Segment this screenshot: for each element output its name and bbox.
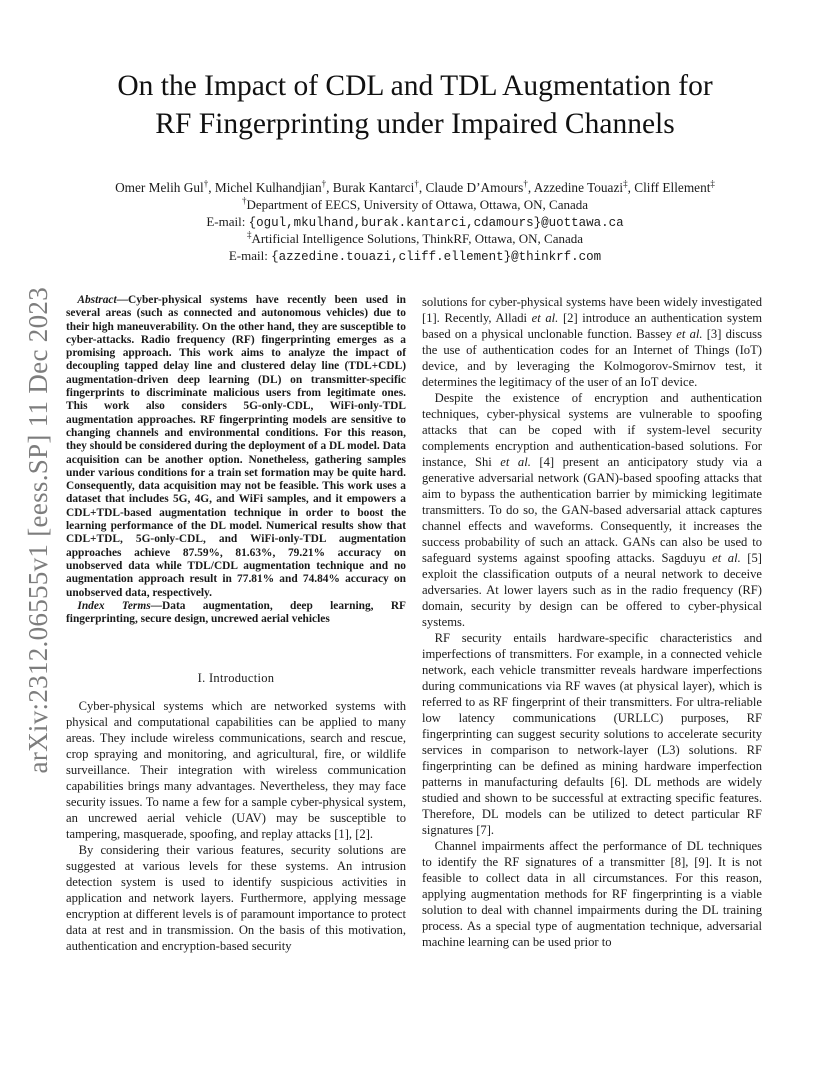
body-paragraph: RF security entails hardware-specific characteristics and imperfections of transmitters. For example, in a connected vehicle network, each vehicle transmitter reveals hardware imperfections during communications via RF waves (at physical layer), which is referred to as RF fingerprint of their transmitters. For ultra-reliable low latency communications (URLLC) purposes, RF fingerprinting can suggest security solutions to accelerate security services in comparison to network-layer (L3) solutions. RF fingerprinting can be defined as mining hardware imperfection patterns in manufacturing defaults [6]. DL methods are widely studied and shown to be successful at extracting specific features. Therefore, DL models can be utilized to detect particular RF signatures [7]. [422,631,762,837]
body-paragraph: Cyber-physical systems which are networked systems with physical and computational capabilities can be applied to many areas. They include wireless communications, search and rescue, crop spraying and monitoring, and agricultural, fire, or wildlife surveillance. Their integration with wireless communication capabilities brings many advantages. Nevertheless, they may face security issues. To name a few for a sample cyber-physical system, an uncrewed aerial vehicle (UAV) may be susceptible to tampering, masquerade, spoofing, and replay attacks [1], [2]. [66,699,406,841]
arxiv-side-stamp [10,282,66,778]
paper-title-line-2: RF Fingerprinting under Impaired Channels [155,108,675,140]
index-terms-paragraph [66,600,406,627]
right-body-text [422,294,762,950]
body-paragraph: solutions for cyber-physical systems have been widely investigated [1]. Recently, Alladi et al. [2] introduce an authentication system based on a physical unclonable function. Bassey et al. [3] discuss the use of authentication codes for an Internet of Things (IoT) device, and by leveraging the Kolmogorov-Smirnov test, it determines the legitimacy of the user of an IoT device. [422,295,762,389]
abstract-block [66,294,406,626]
section-heading-introduction: I. Introduction [197,671,275,685]
email-line-1 [60,214,770,230]
email-line-2 [60,248,770,264]
abstract-label: Abstract [77,294,117,306]
abstract-text: —Cyber-physical systems have recently been used in several areas (such as connected and autonomous vehicles) due to their high maneuverability. On the other hand, they are susceptible to cyber-attacks. Radio frequency (RF) fingerprinting emerges as a promising approach. This work aims to analyze the impact of decoupling tapped delay line and clustered delay line (TDL+CDL) augmentation-driven deep learning (DL) on transmitter-specific fingerprints to discriminate malicious users from legitimate ones. This work also considers 5G-only-CDL, WiFi-only-TDL augmentation approaches. RF fingerprinting models are sensitive to changing channels and environmental conditions. For this reason, they should be considered during the deployment of a DL model. Data acquisition can be another option. Nonetheless, gathering samples under various conditions for a train set formation may be quite hard. Consequently, data acquisition may not be feasible. This work uses a dataset that includes 5G, 4G, and WiFi samples, and it empowers a CDL+TDL-based augmentation technique in order to boost the learning performance of the DL model. Numerical results show that CDL+TDL, 5G-only-CDL, and WiFi-only-TDL augmentation approaches achieve 87.59%, 81.63%, 79.21% accuracy on unobserved data while TDL/CDL augmentation technique and no augmentation approach result in 77.81% and 74.84% accuracy on unobserved data, respectively. [66,294,406,599]
email-1-address: {ogul,mkulhand,burak.kantarci,cdamours}@uottawa.ca [248,216,624,230]
author-list: Omer Melih Gul†, Michel Kulhandjian†, Burak Kantarci†, Claude D’Amours†, Azzedine Touazi‡, Cliff Ellement‡ [115,178,715,195]
left-body-text [66,698,406,954]
email-2-prefix: E-mail: [228,248,272,263]
abstract-paragraph [66,294,406,600]
body-paragraph: Channel impairments affect the performance of DL techniques to identify the RF signatures of a transmitter [8], [9]. It is not feasible to collect data in all circumstances. For this reason, applying augmentation methods for RF fingerprinting is a viable solution to deal with channel impairments during the DL training process. As a special type of augmentation technique, adversarial machine learning can be used prior to [422,839,762,949]
index-terms-text: —Data augmentation, deep learning, RF fingerprinting, secure design, uncrewed aerial vehicles [66,599,406,626]
affiliation-1: †Department of EECS, University of Ottawa, Ottawa, ON, Canada [241,195,589,212]
email-2-address: {azzedine.touazi,cliff.ellement}@thinkrf.com [271,250,602,264]
body-paragraph: By considering their various features, security solutions are suggested at various levels for these systems. An intrusion detection system is used to identify suspicious activities in application and network layers. Furthermore, applying message encryption at different levels is of paramount importance to protect data at rest and in transmission. On the basis of this motivation, authentication and encryption-based security [66,843,406,953]
affiliation-2: ‡Artificial Intelligence Solutions, ThinkRF, Ottawa, ON, Canada [246,229,584,246]
paper-title-line-1: On the Impact of CDL and TDL Augmentation for [117,70,713,102]
email-1-prefix: E-mail: [206,214,249,229]
arxiv-stamp-text: arXiv:2312.06555v1 [eess.SP] 11 Dec 2023 [22,286,53,774]
index-terms-label: Index Terms [77,599,151,612]
body-paragraph: Despite the existence of encryption and authentication techniques, cyber-physical systems are vulnerable to spoofing attacks that can be coped with if system-level security complements encryption and authentication-based solutions. For instance, Shi et al. [4] present an anticipatory study via a generative adversarial network (GAN)-based spoofing attacks that aim to bypass the authentication barrier by mimicking legitimate transmitters. To do so, the GAN-based adversarial attack captures channel effects and waveforms. Consequently, it increases the success probability of such an attack. GANs can also be used to safeguard systems against spoofing attacks. Sagduyu et al. [5] exploit the classification outputs of a neural network to deceive adversaries. At lower layers such as in the radio frequency (RF) domain, security by design can be offered to cyber-physical systems. [422,391,762,629]
